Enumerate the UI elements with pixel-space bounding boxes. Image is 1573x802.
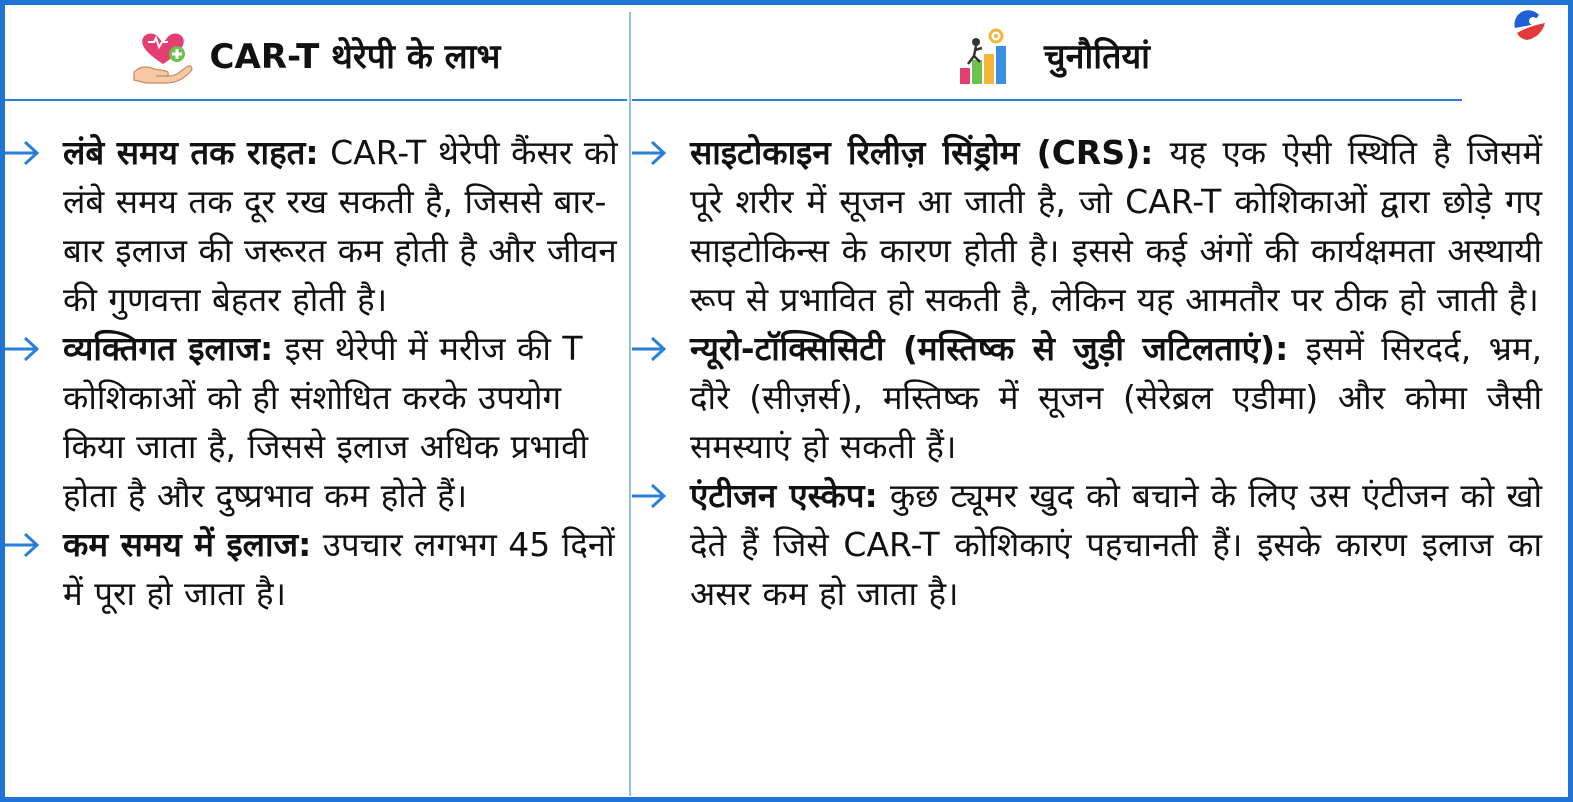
list-item: [5, 324, 623, 520]
list-item: [5, 520, 623, 618]
arrow-right-icon: [632, 332, 668, 366]
benefits-list: [5, 128, 623, 618]
item-text: CAR-T थेरेपी कैंसर को लंबे समय तक दूर रख सकती है, जिससे बार-बार इलाज की जरूरत कम होती है और जीवन की गुणवत्ता बेहतर होती है।: [63, 133, 618, 319]
challenges-list: [632, 128, 1542, 618]
arrow-right-icon: [632, 479, 668, 513]
left-header-rule: [5, 99, 627, 101]
list-item: [632, 128, 1542, 324]
arrow-right-icon: [5, 332, 41, 366]
item-text: इसमें सिरदर्द, भ्रम, दौरे (सीज़र्स), मस्तिष्क में सूजन (सेरेब्रल एडीमा) और कोमा जैसी समस्याएं हो सकती हैं।: [690, 329, 1542, 466]
list-item: [5, 128, 623, 324]
list-item: [632, 324, 1542, 471]
arrow-right-icon: [632, 136, 668, 170]
item-text: यह एक ऐसी स्थिति है जिसमें पूरे शरीर में सूजन आ जाती है, जो CAR-T कोशिकाओं द्वारा छोड़े गए साइटोकिन्स के कारण होती है। इससे कई अंगों की कार्यक्षमता अस्थायी रूप से प्रभावित हो सकती है, लेकिन यह आमतौर पर ठीक हो जाती है।: [690, 133, 1542, 319]
benefits-title: CAR-T थेरेपी के लाभ: [209, 37, 501, 77]
item-term: व्यक्तिगत इलाज:: [63, 329, 274, 368]
column-divider: [629, 12, 631, 796]
item-text: कुछ ट्यूमर खुद को बचाने के लिए उस एंटीजन को खो देते हैं जिसे CAR-T कोशिकाएं पहचानती हैं। इसके कारण इलाज का असर कम हो जाता है।: [690, 476, 1542, 613]
item-text: इस थेरेपी में मरीज की T कोशिकाओं को ही संशोधित करके उपयोग किया जाता है, जिससे इलाज अधिक प्रभावी होता है और दुष्प्रभाव कम होते हैं।: [63, 329, 588, 515]
list-item: [632, 471, 1542, 618]
item-term: कम समय में इलाज:: [63, 525, 312, 564]
right-header-rule: [632, 99, 1462, 101]
arrow-right-icon: [5, 528, 41, 562]
item-term: न्यूरो-टॉक्सिसिटी (मस्तिष्क से जुड़ी जटिलताएं):: [690, 329, 1289, 368]
challenges-header: [632, 22, 1472, 92]
brand-logo-icon: [1509, 6, 1549, 46]
heart-hand-care-icon: [132, 28, 194, 86]
item-term: एंटीजन एस्केप:: [690, 476, 878, 515]
challenge-stairs-gear-icon: [954, 28, 1016, 86]
arrow-right-icon: [5, 136, 41, 170]
item-term: साइटोकाइन रिलीज़ सिंड्रोम (CRS):: [690, 133, 1154, 172]
item-term: लंबे समय तक राहत:: [63, 133, 319, 172]
item-text: उपचार लगभग 45 दिनों में पूरा हो जाता है।: [63, 525, 615, 613]
benefits-header: [5, 22, 627, 92]
challenges-title: चुनौतियां: [1044, 37, 1150, 77]
